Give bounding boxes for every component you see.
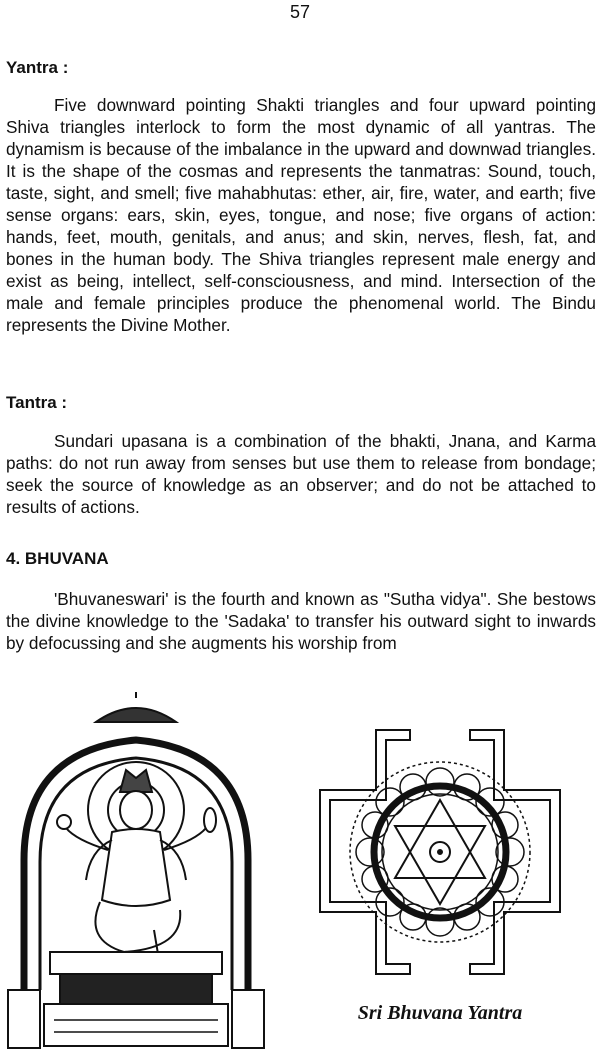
page-number: 57: [289, 2, 311, 22]
bhuvana-paragraph: 'Bhuvaneswari' is the fourth and known as "Sutha vidya". She bestows the divine knowledge to the 'Sadaka' to transfer his outward sight to inwards by defocussing and she augments his worship from: [6, 589, 596, 653]
tantra-paragraph: Sundari upasana is a combination of the bhakti, Jnana, and Karma paths: do not run away from senses but use them to release from bondage; seek the source of knowledge as an observer; and do not be attached to results of actions.: [6, 431, 596, 517]
yantra-caption: Sri Bhuvana Yantra: [357, 1002, 523, 1024]
yantra-paragraph: Five downward pointing Shakti triangles and four upward pointing Shiva triangles interlock to form the most dynamic of all yantras. The dynamism is because of the imbalance in the upward and downwad triangles. It is the shape of the cosmas and represents the tanmatras: Sound, touch, taste, sight, and smell; five mahabhutas: ether, air, fire, water, and earth; five sense organs: ears, skin, eyes, tongue, and nose; five organs of action: hands, feet, mouth, genitals, and anus; and skin, nerves, flesh, fat, and bones in the human body. The Shiva triangles represent male energy and exist as being, intellect, self-consciousness, and mind. Intersection of the male and female principles produce the phenomenal world. The Bindu represents the Divine Mother.: [6, 95, 596, 335]
bhuvaneswari-illustration: [4, 690, 268, 1052]
yantra-heading: Yantra :: [6, 58, 69, 77]
bhuvana-yantra-diagram: [316, 726, 564, 978]
tantra-heading: Tantra :: [6, 393, 68, 412]
bhuvana-heading: 4. BHUVANA: [6, 549, 109, 568]
